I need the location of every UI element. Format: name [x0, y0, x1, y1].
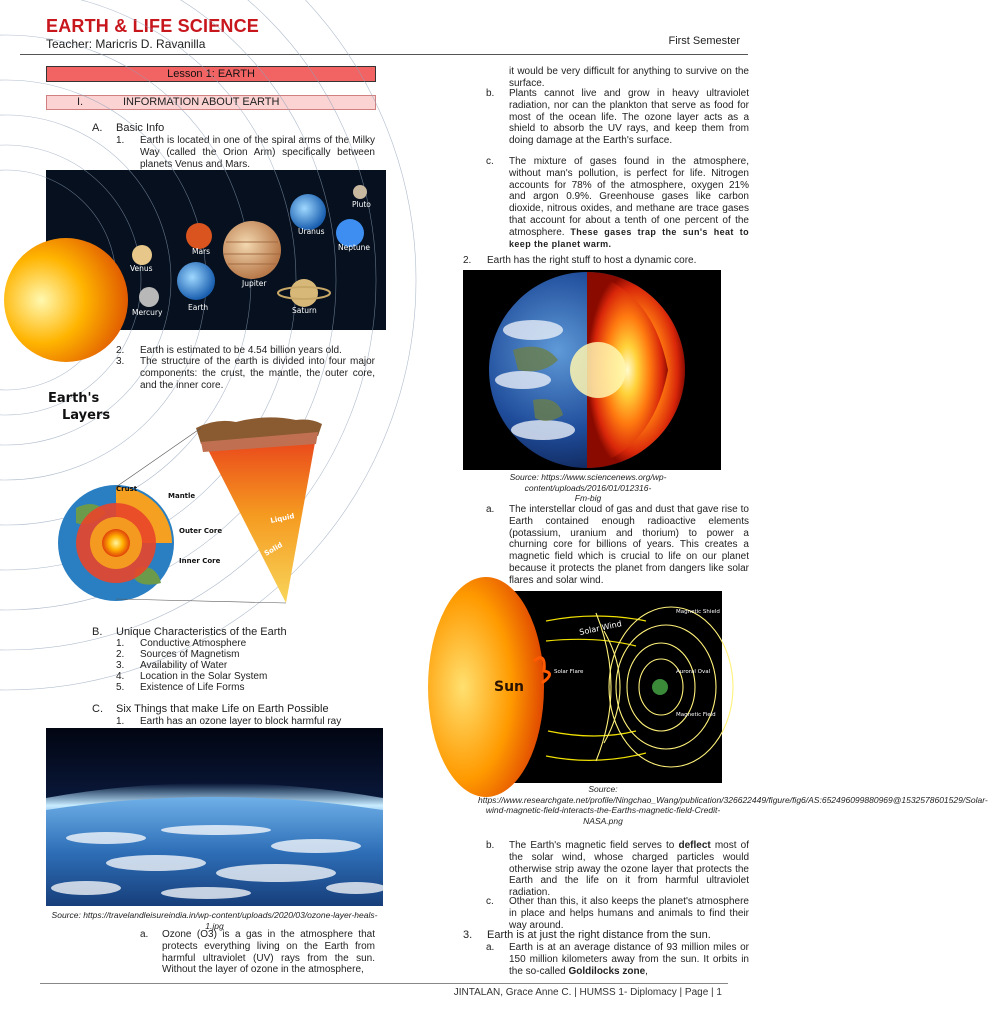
unique-item-5: 5. Existence of Life Forms	[116, 682, 245, 693]
unique-item-2: 2. Sources of Magnetism	[116, 649, 240, 660]
unique-item-4: 4. Location in the Solar System	[116, 671, 268, 682]
earth-core-image	[463, 270, 721, 470]
solar-system-image	[46, 170, 386, 330]
header-rule	[20, 54, 748, 55]
planet-label-jupiter: Jupiter	[242, 279, 267, 288]
section-title: INFORMATION ABOUT EARTH	[123, 96, 280, 108]
planet-label-saturn: Saturn	[292, 306, 317, 315]
mag-label-magnetic-shield: Magnetic Shield	[676, 609, 720, 615]
magnetic-field-image	[486, 591, 722, 783]
planet-label-mars: Mars	[192, 247, 211, 256]
magnetic-point-b: b. The Earth's magnetic field serves to deflect most of the solar wind, whose charged particles would otherwise strip away the ozone layer that protects the Earth and the life on it from harmful ultraviolet radiation.	[486, 840, 749, 899]
magnetic-point-c: c. Other than this, it also keeps the planet's atmosphere in place and helps humans and animals to find their way around.	[486, 896, 749, 931]
basic-info-item-2: 2. Earth is estimated to be 4.54 billion years old.	[116, 345, 342, 356]
ozone-atmosphere-image	[46, 728, 383, 906]
heading-six-things: Six Things that make Life on Earth Possible	[116, 703, 329, 715]
heading-six-things-letter: C.	[92, 703, 103, 715]
mag-label-solar-flare: Solar Flare	[554, 669, 584, 675]
teacher-name: Teacher: Maricris D. Ravanilla	[46, 37, 206, 51]
magnetic-field-source: Source: https://www.researchgate.net/profile/Ningchao_Wang/publication/326622449/figure/fig6/AS:652496099880969@1532578601529/Solar-wind-magnetic-field-interacts-the-Earths-magnetic-field-Credit-NASA.png	[478, 784, 988, 826]
ozone-point-c: c. The mixture of gases found in the atmosphere, without man's pollution, is perfect for life. Nitrogen accounts for 78% of the atmosphere, oxygen 21% and argon 0.9%. Greenhouse gases like carbon dioxide, nitrous oxides, and methane are trace gases that account for about a tenth of one percent of the atmosphere. These gases trap the sun's heat to keep the planet warm.	[486, 156, 749, 249]
footer-rule	[40, 983, 728, 984]
mag-label-sun: Sun	[494, 679, 525, 695]
basic-info-item-1: 1. Earth is located in one of the spiral arms of the Milky Way (called the Orion Arm) specifically between planets Venus and Mars.	[116, 135, 375, 170]
layer-label-crust: Crust	[116, 485, 138, 493]
planet-label-uranus: Uranus	[298, 227, 325, 236]
planet-label-earth: Earth	[188, 303, 209, 312]
planet-label-mercury: Mercury	[132, 308, 163, 317]
mag-label-magnetic-field: Magnetic Field	[676, 712, 716, 718]
planet-label-pluto: Pluto	[352, 200, 371, 209]
earth-core-source: Source: https://www.sciencenews.org/wp-content/uploads/2016/01/012316- Fm-big	[509, 472, 667, 504]
layer-label-liquid: Liquid	[269, 512, 296, 525]
document-title: EARTH & LIFE SCIENCE	[46, 16, 260, 36]
semester-label: First Semester	[668, 35, 740, 47]
ozone-point-a-continued: it would be very difficult for anything to survive on the surface.	[509, 66, 749, 89]
heading-basic-info: Basic Info	[116, 122, 165, 134]
layers-title-1: Earth's	[48, 391, 100, 406]
layer-label-inner-core: Inner Core	[179, 557, 221, 565]
ozone-point-a: a. Ozone (O3) is a gas in the atmosphere that protects everything living on the Earth from harmful ultraviolet (UV) rays from the sun. Without the layer of ozone in the atmosphere,	[140, 929, 375, 976]
layer-label-solid: Solid	[263, 540, 285, 558]
layer-label-mantle: Mantle	[168, 492, 196, 500]
unique-item-3: 3. Availability of Water	[116, 660, 228, 671]
page-footer: JINTALAN, Grace Anne C. | HUMSS 1- Diplomacy | Page | 1	[453, 987, 722, 998]
ozone-point-b: b. Plants cannot live and grow in heavy ultraviolet radiation, nor can the plankton that serve as food for most of the ocean life. The ozone layer acts as a shield to absorb the UV rays, and keep them from doing damage at the Earth's surface.	[486, 88, 749, 147]
mag-label-auroral-oval: Auroral Oval	[676, 669, 711, 675]
lesson-title-bar: Lesson 1: EARTH	[46, 66, 376, 82]
planet-label-neptune: Neptune	[338, 243, 371, 252]
ozone-image-source: Source: https://travelandleisureindia.in/wp-content/uploads/2020/03/ozone-layer-heals-1.jpg	[51, 910, 378, 931]
core-point-a: a. The interstellar cloud of gas and dust that gave rise to Earth contained enough radioactive elements (potassium, uranium and thorium) to power a churning core for billions of years. This creates a magnetic field which is crucial to life on our planet because it protects the planet from dangers like solar flares and solar wind.	[486, 504, 749, 586]
section-numeral: I.	[77, 96, 84, 108]
distance-point-a: a. Earth is at an average distance of 93 million miles or 150 million kilometers away from the sun. It orbits in the so-called Goldilocks zone,	[486, 942, 749, 977]
planet-label-venus: Venus	[130, 264, 153, 273]
section-bar	[46, 95, 376, 110]
six-things-item-2: 2. Earth has the right stuff to host a dynamic core.	[463, 255, 697, 266]
heading-unique-letter: B.	[92, 626, 103, 638]
mag-label-solar-wind: Solar Wind	[578, 619, 623, 637]
earth-layers-diagram	[46, 388, 336, 613]
six-things-item-3: 3. Earth is at just the right distance from the sun.	[463, 929, 711, 941]
unique-item-1: 1. Conductive Atmosphere	[116, 638, 247, 649]
layer-label-outer-core: Outer Core	[179, 527, 223, 535]
basic-info-item-3: 3. The structure of the earth is divided into four major components: the crust, the mantle, the outer core, and the inner core.	[116, 356, 375, 391]
heading-basic-info-letter: A.	[92, 122, 103, 134]
six-things-item-1: 1. Earth has an ozone layer to block harmful ray	[116, 716, 342, 727]
heading-unique: Unique Characteristics of the Earth	[116, 626, 287, 638]
layers-title-2: Layers	[62, 408, 111, 423]
